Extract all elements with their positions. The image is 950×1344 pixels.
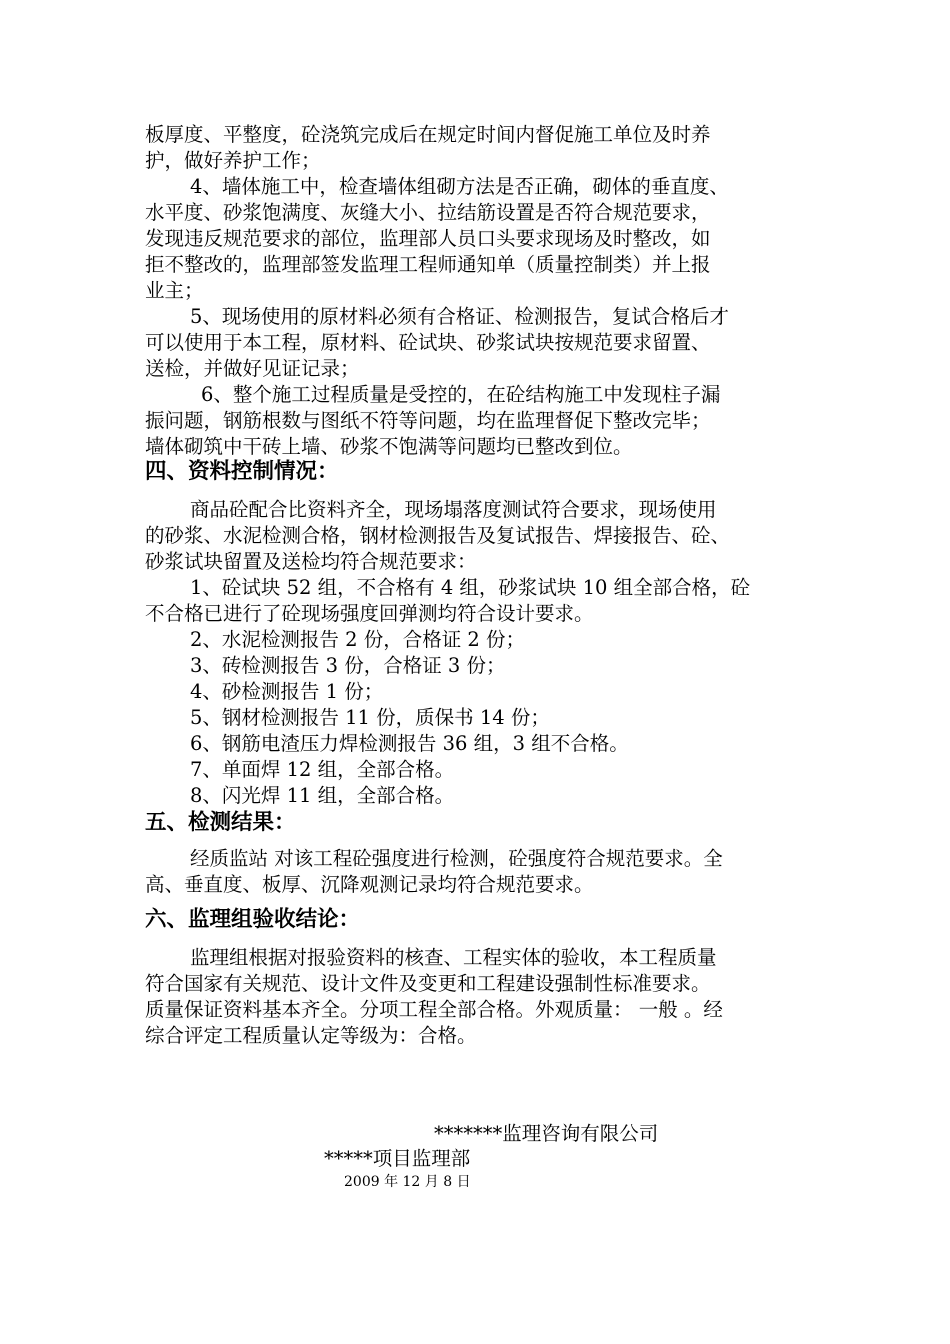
paragraph-line: 可以使用于本工程，原材料、砼试块、砂浆试块按规范要求留置、 [145, 331, 711, 354]
list-item: 4、砂检测报告 1 份； [190, 680, 384, 703]
list-item: 6、钢筋电渣压力焊检测报告 36 组，3 组不合格。 [190, 732, 629, 755]
paragraph-line: 振问题，钢筋根数与图纸不符等问题，均在监理督促下整改完毕； [145, 409, 711, 432]
section4-heading: 四、资料控制情况： [145, 459, 339, 484]
list-item: 1、砼试块 52 组，不合格有 4 组，砂浆试块 10 组全部合格，砼 [190, 576, 751, 599]
paragraph-line: 综合评定工程质量认定等级为：合格。 [145, 1024, 477, 1047]
paragraph-line: 送检，并做好见证记录； [145, 357, 360, 380]
paragraph-line: 监理组根据对报验资料的核查、工程实体的验收，本工程质量 [190, 946, 717, 969]
list-item: 7、单面焊 12 组，全部合格。 [190, 758, 455, 781]
paragraph-line: 护，做好养护工作； [145, 149, 321, 172]
signature-department: *****项目监理部 [324, 1147, 471, 1170]
paragraph-line: 拒不整改的，监理部签发监理工程师通知单（质量控制类）并上报 [145, 253, 711, 276]
signature-company: *******监理咨询有限公司 [434, 1122, 659, 1145]
paragraph-line: 不合格已进行了砼现场强度回弹测均符合设计要求。 [145, 602, 594, 625]
paragraph-line: 发现违反规范要求的部位，监理部人员口头要求现场及时整改，如 [145, 227, 711, 250]
paragraph-line: 5、现场使用的原材料必须有合格证、检测报告，复试合格后才 [190, 305, 729, 328]
list-item: 8、闪光焊 11 组，全部合格。 [190, 784, 455, 807]
paragraph-line: 高、垂直度、板厚、沉降观测记录均符合规范要求。 [145, 873, 594, 896]
paragraph-line: 墙体砌筑中干砖上墙、砂浆不饱满等问题均已整改到位。 [145, 435, 633, 458]
paragraph-line: 砂浆试块留置及送检均符合规范要求： [145, 550, 477, 573]
paragraph-line: 水平度、砂浆饱满度、灰缝大小、拉结筋设置是否符合规范要求， [145, 201, 711, 224]
paragraph-line: 符合国家有关规范、设计文件及变更和工程建设强制性标准要求。 [145, 972, 711, 995]
signature-date: 2009 年 12 月 8 日 [344, 1174, 471, 1190]
list-item: 2、水泥检测报告 2 份，合格证 2 份； [190, 628, 526, 651]
section6-heading: 六、监理组验收结论： [145, 907, 361, 932]
section5-heading: 五、检测结果： [145, 810, 296, 835]
paragraph-line: 6、整个施工过程质量是受控的，在砼结构施工中发现柱子漏 [201, 383, 721, 406]
paragraph-line: 商品砼配合比资料齐全，现场塌落度测试符合要求，现场使用 [190, 498, 717, 521]
paragraph-line: 板厚度、平整度，砼浇筑完成后在规定时间内督促施工单位及时养 [145, 123, 711, 146]
paragraph-line: 4、墙体施工中，检查墙体组砌方法是否正确，砌体的垂直度、 [190, 175, 729, 198]
paragraph-line: 经质监站 对该工程砼强度进行检测，砼强度符合规范要求。全 [190, 847, 723, 870]
list-item: 5、钢材检测报告 11 份，质保书 14 份； [190, 706, 550, 729]
paragraph-line: 的砂浆、水泥检测合格，钢材检测报告及复试报告、焊接报告、砼、 [145, 524, 731, 547]
paragraph-line: 质量保证资料基本齐全。分项工程全部合格。外观质量： 一般 。经 [145, 998, 723, 1021]
list-item: 3、砖检测报告 3 份，合格证 3 份； [190, 654, 506, 677]
paragraph-line: 业主； [145, 279, 204, 302]
